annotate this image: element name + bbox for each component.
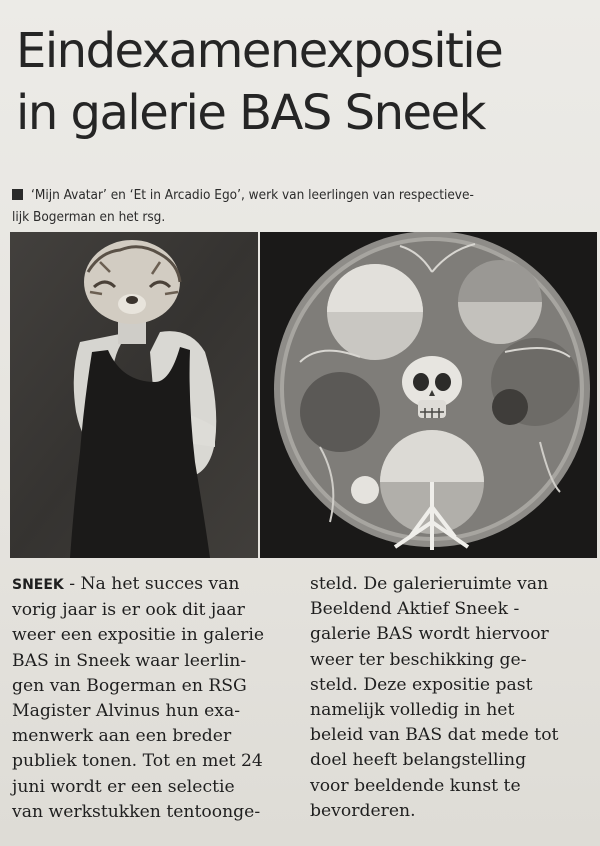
article-line: Beeldend Aktief Sneek - — [310, 599, 520, 620]
article-line: Magister Alvinus hun exa- — [12, 701, 241, 722]
headline-line-1: Eindexamenexpositie — [16, 23, 503, 79]
article-line — [12, 572, 300, 598]
article-line: namelijk volledig in het — [310, 700, 515, 721]
article-column-right — [310, 572, 595, 824]
caption-line-1: ‘Mijn Avatar’ en ‘Et in Arcadio Ego’, werk van leerlingen van respectieve- — [31, 187, 474, 203]
article-line: juni wordt er een selectie — [12, 776, 235, 797]
article-line: van werkstukken tentoonge- — [12, 801, 261, 822]
headline-line-2: in galerie BAS Sneek — [16, 85, 485, 141]
article-line: steld. De galerieruimte van — [310, 574, 549, 594]
article-line: doel heeft belangstelling — [310, 750, 527, 771]
article-line: BAS in Sneek waar leerlin- — [12, 650, 247, 671]
artwork-photo-right — [260, 232, 597, 558]
article-line: galerie BAS wordt hiervoor — [310, 624, 549, 645]
dateline: SNEEK — [12, 577, 64, 593]
caption-line-2: lijk Bogerman en het rsg. — [12, 209, 166, 225]
article-column-left — [12, 572, 300, 825]
article-line-text: - Na het succes van — [63, 574, 240, 594]
photo-caption — [12, 184, 587, 228]
article-line: beleid van BAS dat mede tot — [310, 725, 559, 746]
artwork-photo-left — [10, 232, 258, 558]
article-line: gen van Bogerman en RSG — [12, 675, 247, 696]
article-line: bevorderen. — [310, 800, 416, 821]
headline — [16, 20, 586, 144]
article-line: weer ter beschikking ge- — [310, 649, 527, 670]
circular-skull-painting-icon — [260, 232, 597, 558]
article-line: voor beeldende kunst te — [310, 775, 521, 796]
article-line: steld. Deze expositie past — [310, 674, 533, 695]
tiger-figure-painting-icon — [10, 232, 258, 558]
article-line: menwerk aan een breder — [12, 726, 232, 747]
article-line: weer een expositie in galerie — [12, 625, 265, 646]
article-line: vorig jaar is er ook dit jaar — [12, 600, 245, 621]
caption-square-icon — [12, 189, 23, 200]
article-line: publiek tonen. Tot en met 24 — [12, 751, 263, 772]
